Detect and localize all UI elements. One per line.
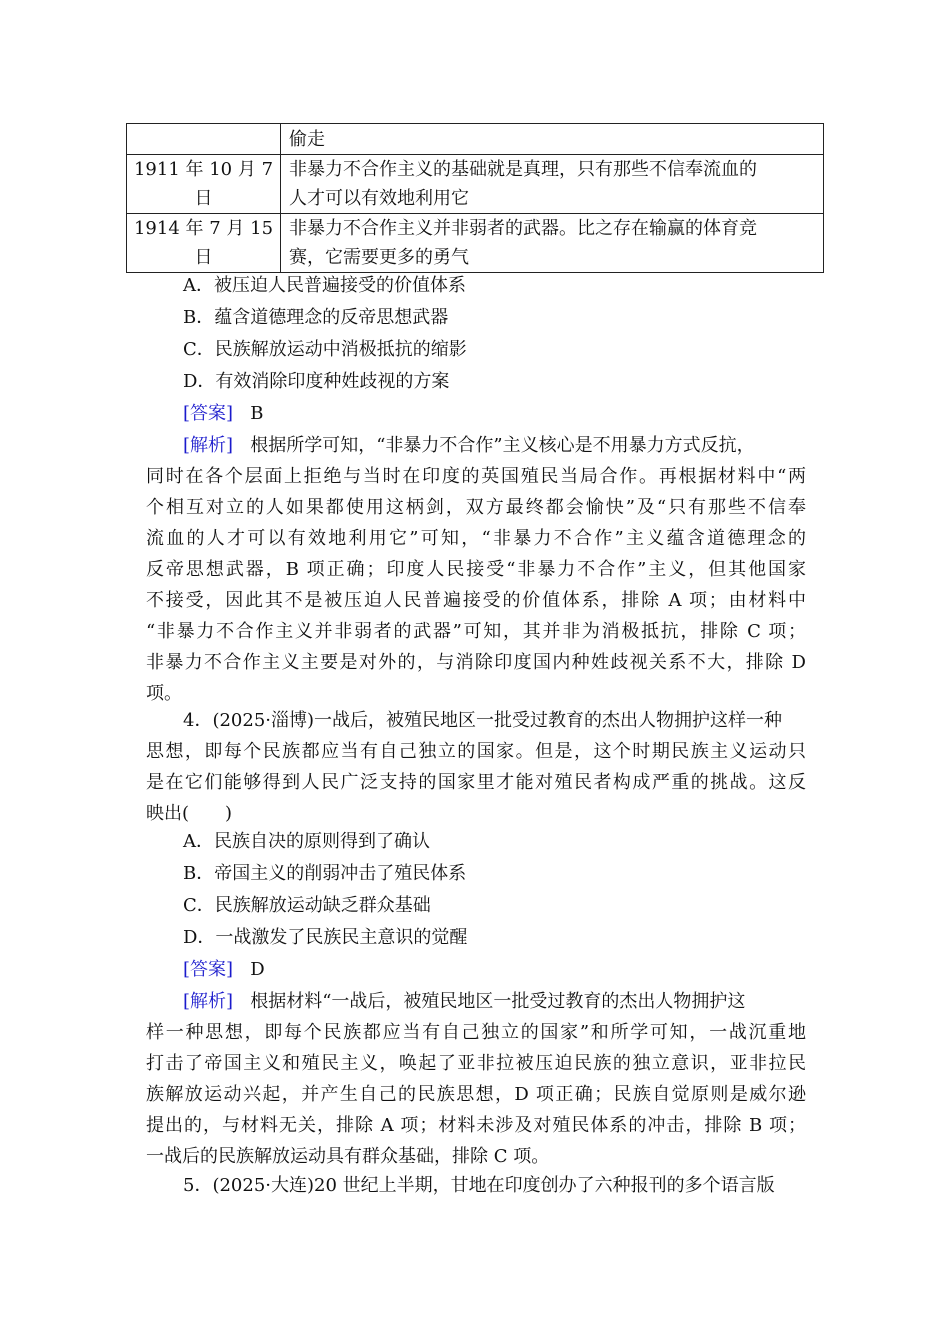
analysis-tag: [解析] bbox=[183, 991, 234, 1012]
q3-analysis-line: 项。 bbox=[146, 683, 182, 704]
q4-analysis-first-line: [解析] 根据材料“一战后，被殖民地区一批受过教育的杰出人物拥护这 bbox=[183, 991, 746, 1012]
quote-cell: 非暴力不合作主义的基础就是真理，只有那些不信奉流血的 人才可以有效地利用它 bbox=[281, 155, 824, 214]
answer-tag: [答案] bbox=[183, 959, 234, 980]
analysis-tag: [解析] bbox=[183, 435, 234, 456]
quote-cell: 非暴力不合作主义并非弱者的武器。比之存在输赢的体育竞 赛，它需要更多的勇气 bbox=[281, 214, 824, 273]
q4-stem-line: 思想，即每个民族都应当有自己独立的国家。但是，这个时期民族主义运动只 bbox=[146, 741, 806, 762]
date-cell: 1914 年 7 月 15 日 bbox=[127, 214, 281, 273]
q3-analysis-line: 流血的人才可以有效地利用它”可知，“非暴力不合作”主义蕴含道德理念的 bbox=[146, 528, 806, 549]
answer-tag: [答案] bbox=[183, 403, 234, 424]
q3-analysis-line: 同时在各个层面上拒绝与当时在印度的英国殖民当局合作。再根据材料中“两 bbox=[146, 466, 806, 487]
q4-stem-line: 是在它们能够得到人民广泛支持的国家里才能对殖民者构成严重的挑战。这反 bbox=[146, 772, 806, 793]
quote-cell: 偷走 bbox=[281, 124, 824, 155]
q4-option-c: C．民族解放运动缺乏群众基础 bbox=[183, 895, 431, 916]
quote-table bbox=[126, 123, 824, 273]
q3-analysis-line: 不接受，因此其不是被压迫人民普遍接受的价值体系，排除 A 项；由材料中 bbox=[146, 590, 806, 611]
q3-analysis-line: “非暴力不合作主义并非弱者的武器”可知，其并非为消极抵抗，排除 C 项； bbox=[146, 621, 806, 642]
q4-stem-line: 4．(2025·淄博)一战后，被殖民地区一批受过教育的杰出人物拥护这样一种 bbox=[183, 710, 783, 731]
q3-option-c: C．民族解放运动中消极抵抗的缩影 bbox=[183, 339, 467, 360]
q4-answer bbox=[183, 955, 265, 984]
q4-stem-line: 映出( ) bbox=[146, 803, 233, 824]
q3-answer bbox=[183, 399, 263, 428]
q3-option-a: A．被压迫人民普遍接受的价值体系 bbox=[183, 275, 466, 296]
q4-option-a: A．民族自决的原则得到了确认 bbox=[183, 831, 430, 852]
q4-option-d: D．一战激发了民族民主意识的觉醒 bbox=[183, 927, 468, 948]
table-row bbox=[127, 124, 824, 155]
q3-analysis-line: 非暴力不合作主义主要是对外的，与消除印度国内种姓歧视关系不大，排除 D bbox=[146, 652, 806, 673]
q5-stem-line: 5．(2025·大连)20 世纪上半期，甘地在印度创办了六种报刊的多个语言版 bbox=[183, 1175, 775, 1196]
q4-analysis-line: 一战后的民族解放运动具有群众基础，排除 C 项。 bbox=[146, 1146, 550, 1167]
q3-analysis-line: 反帝思想武器，B 项正确；印度人民接受“非暴力不合作”主义，但其他国家 bbox=[146, 559, 806, 580]
date-cell bbox=[127, 124, 281, 155]
q4-analysis-line: 族解放运动兴起，并产生自己的民族思想，D 项正确；民族自觉原则是威尔逊 bbox=[146, 1084, 806, 1105]
q3-option-d: D．有效消除印度种姓歧视的方案 bbox=[183, 371, 450, 392]
q3-option-b: B．蕴含道德理念的反帝思想武器 bbox=[183, 307, 449, 328]
date-cell: 1911 年 10 月 7 日 bbox=[127, 155, 281, 214]
answer-value: B bbox=[250, 403, 264, 424]
q3-analysis-line: 个相互对立的人如果都使用这柄剑，双方最终都会愉快”及“只有那些不信奉 bbox=[146, 497, 806, 518]
table-row bbox=[127, 155, 824, 214]
q4-option-b: B．帝国主义的削弱冲击了殖民体系 bbox=[183, 863, 467, 884]
q4-analysis-line: 样一种思想，即每个民族都应当有自己独立的国家”和所学可知，一战沉重地 bbox=[146, 1022, 806, 1043]
answer-value: D bbox=[250, 959, 265, 980]
q3-analysis-first-line: [解析] 根据所学可知，“非暴力不合作”主义核心是不用暴力方式反抗， bbox=[183, 435, 755, 456]
table-row bbox=[127, 214, 824, 273]
q4-analysis-line: 打击了帝国主义和殖民主义，唤起了亚非拉被压迫民族的独立意识，亚非拉民 bbox=[146, 1053, 806, 1074]
q4-analysis-line: 提出的，与材料无关，排除 A 项；材料未涉及对殖民体系的冲击，排除 B 项； bbox=[146, 1115, 806, 1136]
